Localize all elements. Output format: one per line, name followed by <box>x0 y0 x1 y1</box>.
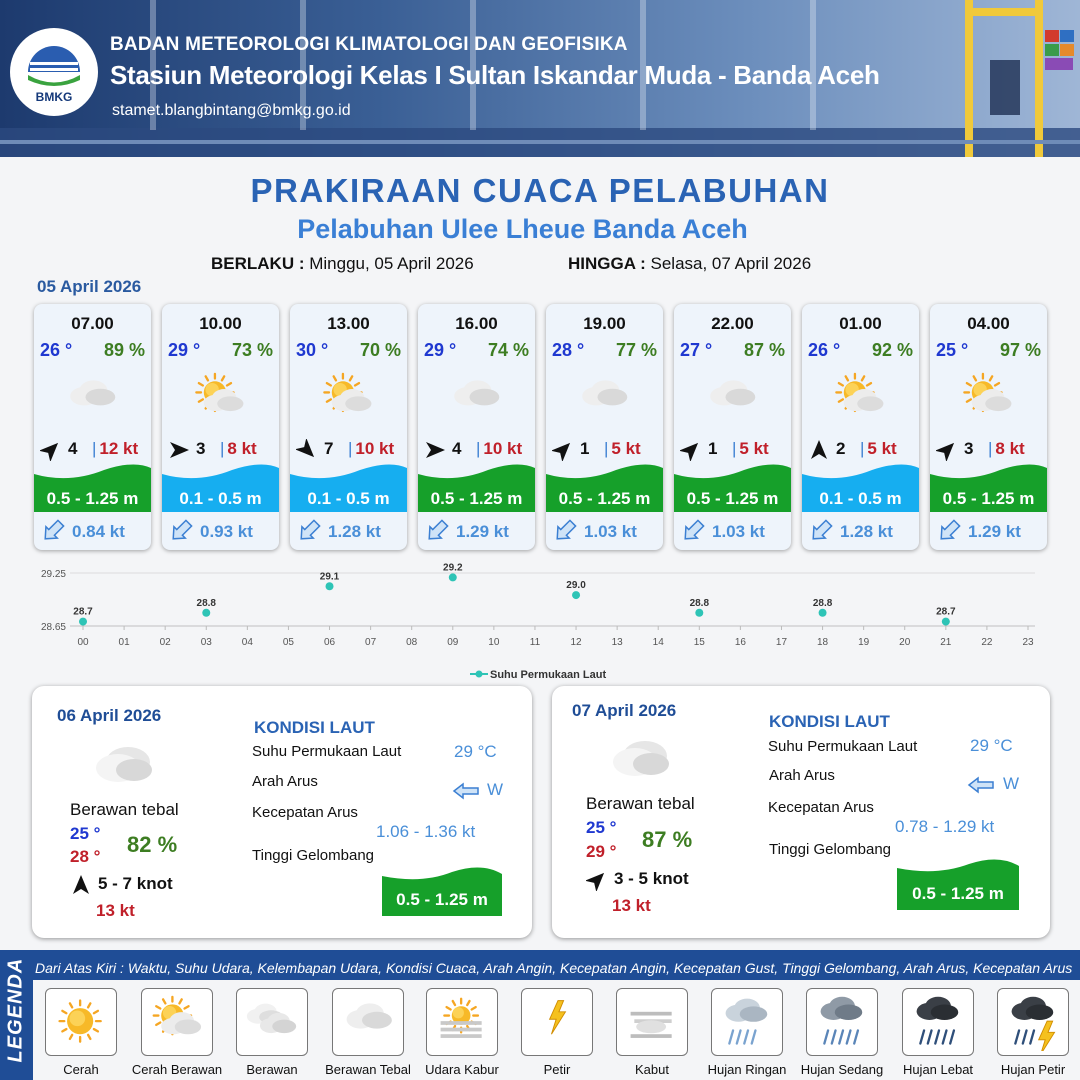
day2-gust: 13 kt <box>96 901 135 920</box>
current-direction-icon <box>296 518 322 544</box>
current-direction-icon <box>424 518 450 544</box>
x-tick-label: 01 <box>118 637 130 648</box>
berawan-tebal-icon <box>341 995 397 1051</box>
legend-item-petir <box>521 988 593 1056</box>
x-tick-label: 22 <box>981 637 993 648</box>
current-speed: 1.28 kt <box>328 522 381 541</box>
current-speed: 1.28 kt <box>840 522 893 541</box>
day2-current-dir-label: Arah Arus <box>252 773 318 790</box>
page-subtitle: Pelabuhan Ulee Lheue Banda Aceh <box>297 214 748 244</box>
forecast-temp: 25 ° <box>936 340 969 360</box>
berawan-tebal-icon <box>443 372 510 424</box>
legend-item-hujan-petir <box>997 988 1069 1056</box>
wind-speed: 1 <box>708 439 718 458</box>
berawan-tebal-icon <box>699 372 766 424</box>
gust-value: 10 kt <box>483 439 523 458</box>
x-tick-label: 17 <box>775 637 788 648</box>
day2-sea-title: KONDISI LAUT <box>254 718 375 737</box>
valid-to-value: Selasa, 07 April 2026 <box>650 254 812 273</box>
legend-item-berawan <box>236 988 308 1056</box>
day2-sst-label: Suhu Permukaan Laut <box>252 743 402 760</box>
gust-speed: | 8 kt <box>220 439 257 458</box>
day3-wind: 3 - 5 knot <box>614 869 689 888</box>
sst-point <box>449 573 457 581</box>
wind-speed: 3 <box>964 439 974 458</box>
cerah-icon <box>54 995 110 1051</box>
forecast-temp: 28 ° <box>552 340 585 360</box>
valid-from-value: Minggu, 05 April 2026 <box>309 254 474 273</box>
legend-item-kabut <box>616 988 688 1056</box>
current-speed: 1.03 kt <box>584 522 637 541</box>
current-speed: 1.29 kt <box>968 522 1021 541</box>
forecast-temp: 26 ° <box>808 340 841 360</box>
berawan-tebal-icon <box>59 372 126 424</box>
x-tick-label: 10 <box>488 637 500 648</box>
cerah-berawan-icon <box>315 372 382 424</box>
day3-wave: 0.5 - 1.25 m <box>912 884 1004 903</box>
gust-value: 5 kt <box>611 439 641 458</box>
gust-speed: | 10 kt <box>348 439 395 458</box>
hujan-ringan-icon <box>720 995 776 1051</box>
gust-speed: | 10 kt <box>476 439 523 458</box>
day2-sst: 29 °C <box>454 742 497 761</box>
wind-speed: 1 <box>580 439 590 458</box>
current-speed: 1.03 kt <box>712 522 765 541</box>
wind-direction-icon <box>586 869 608 891</box>
gust-speed: | 5 kt <box>860 439 897 458</box>
legend-item-cerah-berawan <box>141 988 213 1056</box>
current-direction-icon <box>808 518 834 544</box>
cerah-berawan-icon <box>187 372 254 424</box>
wave-height: 0.5 - 1.25 m <box>686 489 779 508</box>
x-tick-label: 19 <box>858 637 870 648</box>
day3-sst: 29 °C <box>970 736 1013 755</box>
day3-current-dir: W <box>1003 774 1020 793</box>
cerah-berawan-icon <box>150 995 206 1051</box>
legend-marker <box>476 671 483 678</box>
berawan-icon <box>245 995 301 1051</box>
forecast-time: 04.00 <box>967 314 1010 333</box>
wind-direction-icon <box>40 439 62 461</box>
x-tick-label: 13 <box>611 637 623 648</box>
forecast-humidity: 73 % <box>231 340 273 360</box>
legend-series-name: Suhu Permukaan Laut <box>490 669 607 681</box>
legend-label: Petir <box>543 1062 571 1077</box>
berawan-tebal-icon <box>90 738 160 788</box>
forecast-humidity: 77 % <box>615 340 657 360</box>
day2-wind: 5 - 7 knot <box>98 874 173 893</box>
day3-temp-max: 29 ° <box>586 842 617 861</box>
wave-height: 0.1 - 0.5 m <box>819 489 902 508</box>
valid-to <box>568 254 811 274</box>
legend-label: Cerah Berawan <box>131 1062 223 1077</box>
forecast-temp: 26 ° <box>40 340 73 360</box>
x-tick-label: 07 <box>365 637 377 648</box>
legend-item-berawan-tebal <box>332 988 404 1056</box>
legend <box>0 950 1080 1080</box>
forecast-time: 22.00 <box>711 314 754 333</box>
kabut-icon <box>625 995 681 1051</box>
wind-speed: 4 <box>68 439 78 458</box>
sst-point <box>202 609 210 617</box>
legend-label: Berawan Tebal <box>325 1062 411 1077</box>
legend-description: Dari Atas Kiri : Waktu, Suhu Udara, Kelembapan Udara, Kondisi Cuaca, Arah Angin, Kecepatan Angin, Kecepatan Gust, Tinggi Gelombang, Arah Arus, Kecepatan Arus <box>35 960 1073 976</box>
day2-temp-max: 28 ° <box>70 847 101 866</box>
current-direction-icon <box>680 518 706 544</box>
forecast-time: 16.00 <box>455 314 498 333</box>
day1-date: 05 April 2026 <box>37 277 142 296</box>
day3-current-speed: 0.78 - 1.29 kt <box>895 817 995 836</box>
day2-current-speed: 1.06 - 1.36 kt <box>376 822 476 841</box>
day3-current-dir-label: Arah Arus <box>769 767 835 784</box>
sst-data-label: 29.1 <box>319 571 340 583</box>
current-speed: 0.93 kt <box>200 522 253 541</box>
legend-label: Berawan <box>246 1062 298 1077</box>
logo-text: BMKG <box>35 90 73 104</box>
wind-direction-icon <box>936 439 958 461</box>
day2-panel <box>32 686 532 938</box>
x-tick-label: 14 <box>652 637 664 648</box>
current-speed: 1.29 kt <box>456 522 509 541</box>
wind-speed: 7 <box>324 439 334 458</box>
forecast-humidity: 74 % <box>487 340 529 360</box>
sst-point <box>695 609 703 617</box>
legend-title: LEGENDA <box>4 957 27 1063</box>
day2-current-speed-label: Kecepatan Arus <box>252 804 358 821</box>
wave-height: 0.5 - 1.25 m <box>558 489 651 508</box>
x-tick-label: 23 <box>1022 637 1034 648</box>
hujan-petir-icon <box>1006 995 1062 1051</box>
sst-point <box>326 582 334 590</box>
sst-data-label: 28.8 <box>196 597 216 609</box>
gust-value: 12 kt <box>99 439 139 458</box>
day2-humidity: 82 % <box>127 832 178 857</box>
legend-label: Udara Kabur <box>425 1062 499 1077</box>
forecast-time: 01.00 <box>839 314 882 333</box>
legend-item-hujan-lebat <box>902 988 974 1056</box>
gust-value: 8 kt <box>227 439 257 458</box>
day2-condition: Berawan tebal <box>70 800 179 819</box>
sst-data-label: 28.7 <box>73 606 93 618</box>
sst-data-label: 29.2 <box>443 562 463 574</box>
forecast-card <box>674 304 791 550</box>
legend-label: Hujan Sedang <box>800 1062 884 1077</box>
current-direction-icon <box>552 518 578 544</box>
day2-date: 06 April 2026 <box>57 706 162 725</box>
sst-data-label: 28.7 <box>936 606 956 618</box>
gust-speed: | 5 kt <box>732 439 769 458</box>
forecast-humidity: 97 % <box>999 340 1041 360</box>
udara-kabur-icon <box>435 995 491 1051</box>
legend-label: Hujan Lebat <box>902 1062 974 1077</box>
day3-humidity: 87 % <box>642 827 693 852</box>
forecast-card <box>546 304 663 550</box>
x-tick-label: 11 <box>529 637 541 648</box>
day2-temp-min: 25 ° <box>70 824 101 843</box>
sst-data-label: 29.0 <box>566 580 586 592</box>
current-west-arrow-icon <box>452 782 480 800</box>
sst-data-label: 28.8 <box>812 597 833 609</box>
valid-from-label: BERLAKU : <box>211 254 305 273</box>
gust-value: 5 kt <box>867 439 897 458</box>
station-name: Stasiun Meteorologi Kelas I Sultan Iskandar Muda - Banda Aceh <box>110 60 880 90</box>
y-tick-label: 28.65 <box>40 622 66 633</box>
forecast-humidity: 92 % <box>871 340 913 360</box>
hujan-lebat-icon <box>911 995 967 1051</box>
sst-data-label: 28.8 <box>689 597 710 609</box>
current-direction-icon <box>168 518 194 544</box>
forecast-humidity: 89 % <box>103 340 145 360</box>
wind-direction-icon <box>808 439 830 461</box>
gust-value: 10 kt <box>355 439 395 458</box>
day2-wave-label: Tinggi Gelombang <box>252 847 375 864</box>
berawan-tebal-icon <box>571 372 638 424</box>
y-tick-label: 29.25 <box>40 569 66 580</box>
wave-height: 0.5 - 1.25 m <box>942 489 1035 508</box>
wind-speed: 2 <box>836 439 846 458</box>
forecast-time: 19.00 <box>583 314 626 333</box>
wave-height: 0.1 - 0.5 m <box>307 489 390 508</box>
sst-point <box>942 618 950 626</box>
forecast-time: 10.00 <box>199 314 242 333</box>
legend-item-hujan-sedang <box>806 988 878 1056</box>
sst-chart <box>0 560 1080 685</box>
sst-point <box>572 591 580 599</box>
legend-items <box>33 980 1080 1080</box>
day3-panel <box>552 686 1050 938</box>
day3-sea-title: KONDISI LAUT <box>769 712 890 731</box>
sst-point <box>819 609 827 617</box>
forecast-card <box>418 304 535 550</box>
legend-label: Cerah <box>63 1062 99 1077</box>
current-direction-icon <box>40 518 66 544</box>
day3-condition: Berawan tebal <box>586 794 695 813</box>
forecast-humidity: 70 % <box>359 340 401 360</box>
cerah-berawan-icon <box>827 372 894 424</box>
x-tick-label: 05 <box>282 637 294 648</box>
sst-point <box>79 618 87 626</box>
wind-direction-icon <box>296 439 318 461</box>
x-tick-label: 18 <box>817 637 829 648</box>
legend-label: Hujan Petir <box>1000 1062 1066 1077</box>
day3-date: 07 April 2026 <box>572 701 677 720</box>
x-tick-label: 15 <box>693 637 705 648</box>
forecast-temp: 29 ° <box>424 340 457 360</box>
gust-value: 8 kt <box>995 439 1025 458</box>
hujan-sedang-icon <box>815 995 871 1051</box>
gust-value: 5 kt <box>739 439 769 458</box>
wave-height: 0.1 - 0.5 m <box>179 489 262 508</box>
current-direction-icon <box>936 518 962 544</box>
x-tick-label: 06 <box>323 637 336 648</box>
valid-to-label: HINGGA : <box>568 254 646 273</box>
wind-speed: 3 <box>196 439 206 458</box>
legend-label: Kabut <box>635 1062 669 1077</box>
header-banner <box>0 0 1080 157</box>
legend-item-cerah <box>45 988 117 1056</box>
x-tick-label: 20 <box>899 637 911 648</box>
wind-direction-icon <box>424 439 446 461</box>
wind-direction-icon <box>552 439 574 461</box>
day2-current-dir: W <box>487 780 504 799</box>
legend-label: Hujan Ringan <box>707 1062 787 1077</box>
forecast-card <box>802 304 919 550</box>
gust-speed: | 8 kt <box>988 439 1025 458</box>
forecast-card <box>162 304 279 550</box>
wind-direction-icon <box>70 874 92 896</box>
legend-item-udara-kabur <box>426 988 498 1056</box>
valid-from <box>211 254 474 274</box>
day3-sst-label: Suhu Permukaan Laut <box>768 738 918 755</box>
x-tick-label: 04 <box>241 637 253 648</box>
forecast-temp: 29 ° <box>168 340 201 360</box>
day2-wave: 0.5 - 1.25 m <box>396 890 488 909</box>
forecast-temp: 30 ° <box>296 340 329 360</box>
agency-name: BADAN METEOROLOGI KLIMATOLOGI DAN GEOFISIKA <box>110 34 628 55</box>
day3-wave-label: Tinggi Gelombang <box>769 841 892 858</box>
station-email[interactable]: stamet.blangbintang@bmkg.go.id <box>112 102 351 119</box>
day3-current-speed-label: Kecepatan Arus <box>768 799 874 816</box>
page-title: PRAKIRAAN CUACA PELABUHAN <box>250 172 830 209</box>
day3-temp-min: 25 ° <box>586 818 617 837</box>
wind-speed: 4 <box>452 439 462 458</box>
berawan-tebal-icon <box>607 732 677 782</box>
x-tick-label: 00 <box>77 637 89 648</box>
forecast-time: 13.00 <box>327 314 370 333</box>
wind-direction-icon <box>168 439 190 461</box>
x-tick-label: 16 <box>734 637 746 648</box>
forecast-time: 07.00 <box>71 314 114 333</box>
legend-item-hujan-ringan <box>711 988 783 1056</box>
x-tick-label: 02 <box>159 637 171 648</box>
current-west-arrow-icon <box>967 776 995 794</box>
petir-icon <box>530 995 586 1051</box>
wind-direction-icon <box>680 439 702 461</box>
cerah-berawan-icon <box>955 372 1022 424</box>
x-tick-label: 12 <box>570 637 582 648</box>
wave-height: 0.5 - 1.25 m <box>430 489 523 508</box>
forecast-card <box>290 304 407 550</box>
bmkg-logo <box>10 28 98 116</box>
forecast-temp: 27 ° <box>680 340 713 360</box>
x-tick-label: 03 <box>200 637 212 648</box>
day3-gust: 13 kt <box>612 896 651 915</box>
forecast-card <box>930 304 1047 550</box>
forecast-humidity: 87 % <box>743 340 785 360</box>
x-tick-label: 08 <box>406 637 418 648</box>
x-tick-label: 09 <box>447 637 459 648</box>
gust-speed: | 12 kt <box>92 439 139 458</box>
gust-speed: | 5 kt <box>604 439 641 458</box>
current-speed: 0.84 kt <box>72 522 125 541</box>
x-tick-label: 21 <box>940 637 952 648</box>
wave-height: 0.5 - 1.25 m <box>46 489 139 508</box>
forecast-card <box>34 304 151 550</box>
